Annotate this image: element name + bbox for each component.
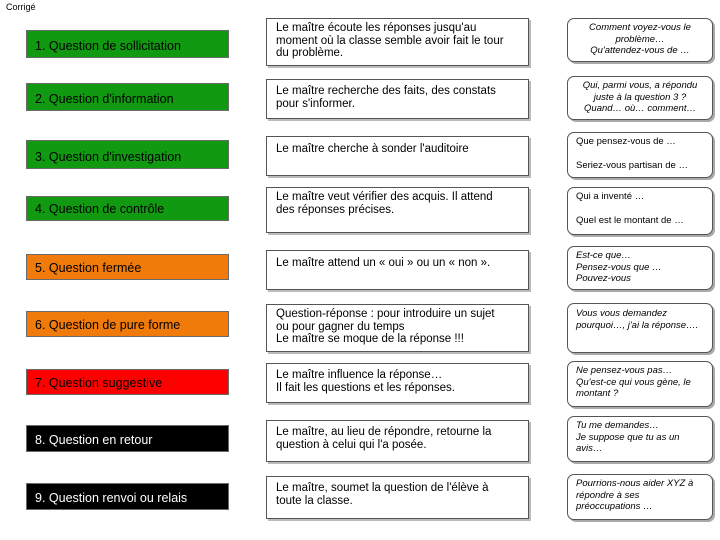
description-4 — [266, 187, 529, 233]
description-6 — [266, 304, 529, 352]
description-line: Le maître, soumet la question de l'élève à — [276, 482, 489, 494]
description-7 — [266, 363, 529, 403]
description-5 — [266, 250, 529, 290]
question-type-1 — [26, 30, 229, 58]
description-9 — [266, 476, 529, 519]
question-label: 7. Question suggestive — [35, 376, 163, 390]
examples-3 — [567, 132, 713, 178]
description-line: Le maître recherche des faits, des constats — [276, 85, 496, 97]
description-line: Le maître, au lieu de répondre, retourne la — [276, 426, 492, 438]
description-line: Le maître cherche à sonder l'auditoire — [276, 143, 469, 155]
examples-7 — [567, 361, 713, 407]
example-line: Qui a inventé … — [576, 191, 645, 202]
example-line: répondre à ses — [576, 489, 640, 501]
description-line: des réponses précises. — [276, 203, 395, 216]
question-type-2 — [26, 83, 229, 111]
description-line: Le maître se moque de la réponse !!! — [276, 333, 464, 345]
example-line: Pourrions-nous aider XYZ à — [576, 478, 694, 489]
question-type-5 — [26, 254, 229, 280]
description-2 — [266, 79, 529, 119]
example-line: Vous vous demandez — [576, 308, 668, 319]
example-line: Tu me demandes… — [576, 420, 659, 431]
description-3 — [266, 136, 529, 176]
example-line: juste à la question 3 ? — [593, 91, 687, 103]
description-line: pour s'informer. — [276, 97, 355, 110]
question-type-8 — [26, 425, 229, 452]
example-line: Que pensez-vous de … — [576, 136, 676, 147]
example-line: avis… — [576, 443, 603, 454]
description-line: question à celui qui l'a posée. — [276, 438, 427, 451]
question-label: 8. Question en retour — [35, 433, 153, 447]
example-line: Qui, parmi vous, a répondu — [582, 80, 698, 91]
example-line: Quand… où… comment… — [584, 103, 696, 114]
description-line: Le maître attend un « oui » ou un « non ». — [276, 257, 491, 269]
question-label: 3. Question d'investigation — [35, 150, 182, 164]
description-line: Il fait les questions et les réponses. — [276, 381, 455, 394]
examples-6 — [567, 303, 713, 353]
question-type-7 — [26, 369, 229, 395]
description-1 — [266, 18, 529, 66]
examples-9 — [567, 474, 713, 520]
description-line: Le maître influence la réponse… — [276, 369, 443, 381]
examples-4 — [567, 187, 713, 235]
example-line: Est-ce que… — [576, 250, 631, 261]
examples-1 — [567, 18, 713, 62]
example-line: Quel est le montant de … — [576, 214, 684, 226]
question-label: 2. Question d'information — [35, 92, 174, 106]
example-line: Qu'est-ce qui vous gène, le — [576, 376, 691, 388]
question-label: 9. Question renvoi ou relais — [35, 491, 188, 505]
example-line: préoccupations … — [576, 501, 653, 512]
examples-2 — [567, 76, 713, 120]
example-line: Pensez-vous que … — [576, 261, 662, 273]
description-line: Le maître écoute les réponses jusqu'au — [276, 22, 477, 34]
question-type-3 — [26, 140, 229, 169]
description-8 — [266, 420, 529, 462]
question-type-4 — [26, 196, 229, 221]
description-line: moment où la classe semble avoir fait le tour — [276, 34, 504, 47]
question-label: 6. Question de pure forme — [35, 318, 181, 332]
description-line: ou pour gagner du temps — [276, 320, 405, 333]
question-type-6 — [26, 311, 229, 337]
question-type-9 — [26, 483, 229, 510]
example-line: Seriez-vous partisan de … — [576, 159, 688, 171]
corner-label: Corrigé — [6, 2, 36, 12]
question-label: 1. Question de sollicitation — [35, 39, 181, 53]
example-line: Qu'attendez-vous de … — [590, 45, 690, 56]
examples-8 — [567, 416, 713, 462]
example-line: problème… — [615, 33, 665, 45]
description-line: du problème. — [276, 47, 344, 59]
description-line: Le maître veut vérifier des acquis. Il attend — [276, 191, 493, 203]
description-line: toute la classe. — [276, 494, 353, 507]
example-line: Ne pensez-vous pas… — [576, 365, 673, 376]
examples-5 — [567, 246, 713, 290]
example-line: Je suppose que tu as un — [576, 431, 680, 443]
example-line: Pouvez-vous — [576, 273, 631, 284]
example-line: Comment voyez-vous le — [589, 22, 691, 33]
description-line: Question-réponse : pour introduire un sujet — [276, 308, 495, 320]
question-label: 4. Question de contrôle — [35, 202, 165, 216]
question-label: 5. Question fermée — [35, 261, 142, 275]
example-line: pourquoi…, j'ai la réponse…. — [576, 319, 699, 331]
example-line: montant ? — [576, 388, 619, 399]
